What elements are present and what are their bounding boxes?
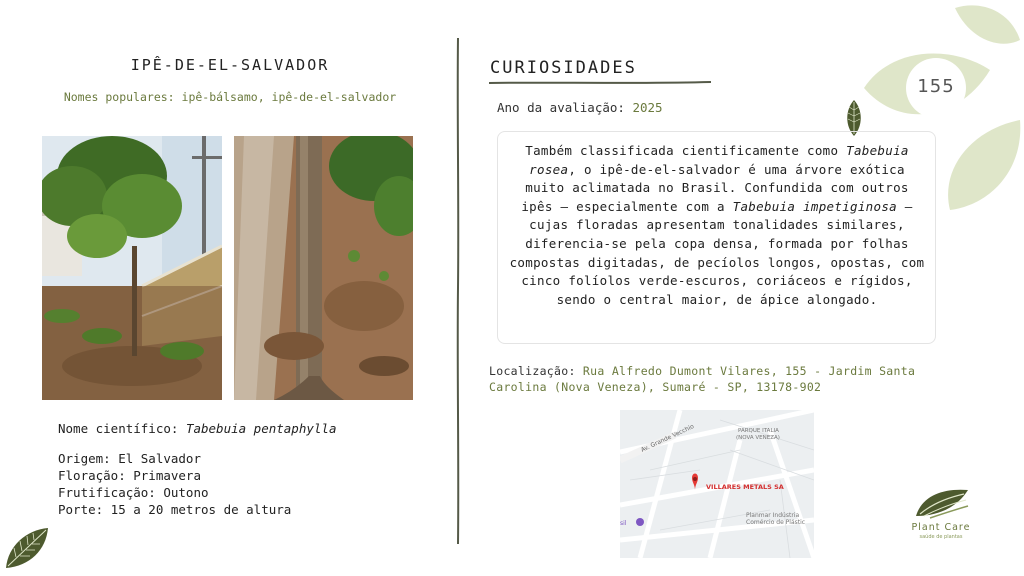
location <box>489 364 979 395</box>
map-district-sublabel: (NOVA VENEZA) <box>736 435 780 441</box>
location-label: Localização: <box>489 364 576 378</box>
popular-names-label: Nomes populares: <box>63 90 175 104</box>
curiosities-text-1: Também classificada cientificamente como <box>525 143 839 158</box>
scientific-name-value: Tabebuia pentaphylla <box>185 421 337 436</box>
origin-text: Origem: El Salvador <box>58 451 201 466</box>
leaf-icon <box>2 526 52 572</box>
size-text: Porte: 15 a 20 metros de altura <box>58 502 292 517</box>
map-business-sublabel: Comércio de Plástic <box>746 519 806 526</box>
map-edge-label: sil <box>620 520 627 527</box>
column-divider <box>455 38 461 544</box>
leaf-decoration-icon <box>850 0 1024 230</box>
popular-names <box>0 90 460 104</box>
curiosities-title: CURIOSIDADES <box>490 58 637 78</box>
flowering-text: Floração: Primavera <box>58 468 201 483</box>
fruiting-text: Frutificação: Outono <box>58 485 209 500</box>
curiosities-text-3: – cujas floradas apresentam tonalidades similares, diferencia-se pela copa densa, formada por folhas compostas digitadas, de pecíolos longos, opostas, com cinco folíolos verde-escuros, coriáceos e rígidos, sendo o central maior, de ápice alongado. <box>509 198 925 307</box>
plant-facts <box>58 450 291 518</box>
tree-photo-trunk <box>234 136 413 400</box>
title-underline <box>489 80 711 86</box>
map-business-label: Planmar Indústria <box>746 512 800 519</box>
plant-care-logo-icon <box>912 486 970 520</box>
plant-title: IPÊ-DE-EL-SALVADOR <box>130 56 330 74</box>
evaluation-year-label: Ano da avaliação: <box>497 100 625 115</box>
evaluation-year-value: 2025 <box>632 100 663 115</box>
map-district-label: PARQUE ITALIA <box>738 428 779 434</box>
logo-tagline: saúde de plantas <box>919 534 963 540</box>
curiosities-text-2: , o ipê-de-el-salvador é uma árvore exótica muito aclimatada no Brasil. Confundida com outros ipês – especialmente com a <box>521 161 909 214</box>
scientific-name-label: Nome científico: <box>58 421 179 436</box>
curiosities-species-2: Tabebuia impetiginosa <box>732 198 897 214</box>
location-map[interactable] <box>620 410 814 558</box>
tree-photo-garden <box>42 136 222 400</box>
map-place-label: VILLARES METALS SA <box>706 483 784 491</box>
page-number: 155 <box>917 76 955 97</box>
location-address: Rua Alfredo Dumont Vilares, 155 - Jardim Santa Carolina (Nova Veneza), Sumaré - SP, 13178-902 <box>489 364 916 394</box>
logo-name: Plant Care <box>911 522 971 533</box>
popular-names-value: ipê-bálsamo, ipê-de-el-salvador <box>181 90 397 104</box>
evaluation-year <box>497 100 663 115</box>
map-street-label: Av. Grande Vecchio <box>639 423 696 454</box>
curiosities-species-1: Tabebuia rosea <box>529 143 909 177</box>
scientific-name <box>58 420 336 437</box>
